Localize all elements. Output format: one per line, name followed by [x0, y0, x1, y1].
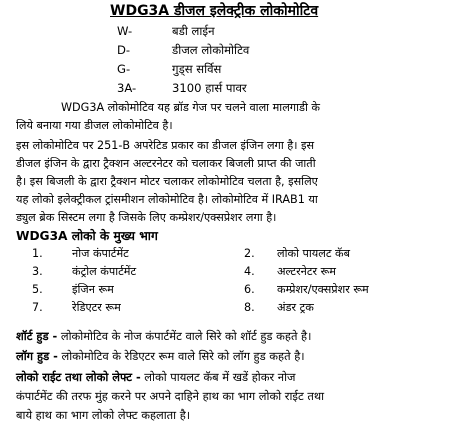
abbreviation-key: G-	[117, 62, 131, 76]
paragraph-line: WDG3A लोकोमोटिव यह ब्रॉड गेज पर चलने वाला मालगाडी के	[61, 101, 321, 114]
part-number: 7.	[32, 301, 43, 314]
paragraph-line: लिये बनाया गया डीजल लोकोमोटिव है।	[16, 119, 173, 132]
definition-text: लोको पायलट कॅब में खडें होकर नोज	[140, 370, 296, 384]
part-name: अल्टरनेटर रूम	[277, 265, 337, 278]
section-title: WDG3A लोको के मुख्य भाग	[16, 229, 158, 243]
part-number: 3.	[32, 265, 43, 278]
definition-text: लोकोमोटिव के रेडिएटर रूम वाले सिरे को लॉग हुड कहते है।	[57, 349, 305, 363]
abbreviation-value: बडी लाईन	[172, 24, 215, 38]
part-name: कम्प्रेशर/एक्सप्रेशर रूम	[277, 283, 369, 296]
abbreviation-key: 3A-	[117, 81, 137, 95]
part-number: 6.	[244, 283, 255, 296]
definition-long-hood	[16, 348, 305, 364]
definition-continuation-line: बाये हाथ का भाग लोको लेफ्ट कहलाता है।	[16, 408, 191, 422]
definition-short-hood	[16, 328, 311, 344]
definition-text: लोकोमोटिव के नोज कंपार्टमेंट वाले सिरे को शॉर्ट हुड कहते है।	[57, 329, 312, 343]
part-name: इंजिन रूम	[72, 283, 114, 296]
part-name: रेडिएटर रूम	[72, 301, 121, 314]
paragraph-line: डीजल इंजिन के द्वारा ट्रैक्शन अल्टरनेटर को चलाकर बिजली प्राप्त की जाती	[16, 157, 316, 170]
abbreviation-key: W-	[117, 24, 133, 38]
part-name: कंट्रोल कंपार्टमेंट	[72, 265, 137, 278]
part-number: 5.	[32, 283, 43, 296]
abbreviation-key: D-	[117, 43, 131, 57]
definition-continuation-line: कंपार्टमेंट की तरफ मुंह करने पर अपने दाहिने हाथ का भाग लोको राईट तथा	[16, 389, 325, 403]
paragraph-line: है। इस बिजली के द्वारा ट्रैक्शन मोटर चलाकर लोकोमोटिव चलता है, इसलिए	[16, 175, 318, 188]
paragraph-line: ड्युल ब्रेक सिस्टम लगा है जिसके लिए कम्प्रेशर/एक्सप्रेशर लगा है।	[16, 211, 277, 224]
definition-term: लॉग हुड -	[16, 349, 58, 363]
part-number: 8.	[244, 301, 255, 314]
part-name: लोको पायलट कॅब	[277, 247, 351, 260]
definition-term: लोको राईट तथा लोको लेफ्ट -	[16, 370, 141, 384]
page-title: WDG3A डीजल इलेक्ट्रीक लोकोमोटिव	[110, 3, 319, 19]
part-number: 1.	[32, 247, 43, 260]
part-name: नोज कंपार्टमेंट	[72, 247, 129, 260]
abbreviation-value: गुड्स सर्विस	[172, 62, 222, 76]
part-number: 4.	[244, 265, 255, 278]
paragraph-line: यह लोको इलेक्ट्रीकल ट्रांसमीशन लोकोमोटिव है। लोकोमोटिव में IRAB1 या	[16, 193, 318, 206]
part-number: 2.	[244, 247, 255, 260]
abbreviation-value: 3100 हार्स पावर	[172, 81, 247, 95]
definition-term: शॉर्ट हुड -	[16, 329, 58, 343]
abbreviation-value: डीजल लोकोमोटिव	[172, 43, 250, 57]
part-name: अंडर ट्रक	[277, 301, 314, 314]
definition-loco-right-left	[16, 369, 295, 385]
paragraph-line: इस लोकोमोटिव पर 251-B अपरेटिड प्रकार का डीजल इंजिन लगा है। इस	[16, 139, 315, 152]
